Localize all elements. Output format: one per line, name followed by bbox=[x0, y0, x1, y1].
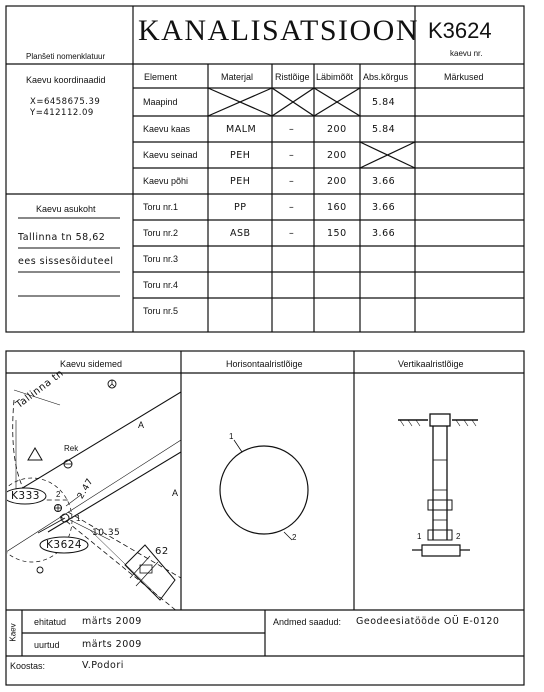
header-element: Element bbox=[144, 72, 178, 82]
header-diameter: Läbimõõt bbox=[316, 72, 354, 82]
location-title: Kaevu asukoht bbox=[36, 204, 96, 214]
row-height: 3.66 bbox=[372, 228, 396, 239]
location-line-2: ees sissesõiduteel bbox=[18, 256, 114, 267]
row-element: Maapind bbox=[143, 97, 178, 107]
hsection-label-1: 1 bbox=[229, 432, 234, 441]
row-height: 3.66 bbox=[372, 176, 396, 187]
row-element: Toru nr.1 bbox=[143, 202, 179, 212]
vsection-label-1: 1 bbox=[417, 532, 422, 541]
built-value: märts 2009 bbox=[82, 616, 142, 627]
row-element: Toru nr.4 bbox=[143, 280, 179, 290]
coordinate-x: X=6458675.39 bbox=[30, 97, 101, 107]
row-material: MALM bbox=[226, 124, 257, 135]
row-ristloige: – bbox=[289, 124, 295, 135]
map-distance-2: 10.35 bbox=[92, 528, 121, 538]
row-diameter: 200 bbox=[327, 176, 347, 187]
row-element: Toru nr.2 bbox=[143, 228, 179, 238]
header-notes: Märkused bbox=[444, 72, 484, 82]
built-label: ehitatud bbox=[34, 617, 67, 627]
row-material: PEH bbox=[230, 150, 251, 161]
row-height: 5.84 bbox=[372, 97, 396, 108]
map-label-a1: A bbox=[138, 420, 145, 430]
header-height: Abs.kõrgus bbox=[363, 72, 409, 82]
vsection-label-2: 2 bbox=[456, 532, 461, 541]
location-line-1: Tallinna tn 58,62 bbox=[18, 232, 106, 243]
author-label: Koostas: bbox=[10, 661, 46, 671]
row-diameter: 200 bbox=[327, 124, 347, 135]
section-title-horizontal: Horisontaalristlõige bbox=[226, 359, 303, 369]
map-k333-label: K333 bbox=[11, 490, 40, 502]
map-distance-1: 2.47 bbox=[76, 476, 96, 501]
map-node-2: 2 bbox=[56, 490, 61, 499]
row-material: PP bbox=[234, 202, 247, 213]
row-element: Kaevu seinad bbox=[143, 150, 198, 160]
header-material: Materjal bbox=[221, 72, 254, 82]
data-source-label: Andmed saadud: bbox=[273, 617, 342, 627]
section-title-vertical: Vertikaalristlõige bbox=[398, 359, 464, 369]
data-source-value: Geodeesiatööde OÜ E-0120 bbox=[356, 616, 500, 627]
map-rek-label: Rek bbox=[64, 444, 79, 453]
row-element: Toru nr.3 bbox=[143, 254, 179, 264]
row-height: 5.84 bbox=[372, 124, 396, 135]
measured-label: uurtud bbox=[34, 640, 60, 650]
coordinate-y: Y=412112.09 bbox=[30, 108, 94, 118]
footer-vertical-label: Kaev bbox=[8, 623, 18, 642]
row-ristloige: – bbox=[289, 150, 295, 161]
map-number-62: 62 bbox=[155, 546, 169, 557]
map-street-label: Tallinna tn bbox=[14, 367, 66, 411]
nomenclature-label: Planšeti nomenklatuur bbox=[26, 52, 106, 61]
row-height: 3.66 bbox=[372, 202, 396, 213]
row-material: ASB bbox=[230, 228, 251, 239]
map-node-1: 1 bbox=[76, 514, 81, 523]
row-diameter: 200 bbox=[327, 150, 347, 161]
row-element: Toru nr.5 bbox=[143, 306, 179, 316]
row-element: Kaevu põhi bbox=[143, 176, 189, 186]
measured-value: märts 2009 bbox=[82, 639, 142, 650]
section-title-links: Kaevu sidemed bbox=[60, 359, 123, 369]
author-value: V.Podori bbox=[82, 660, 124, 671]
coordinates-title: Kaevu koordinaadid bbox=[26, 75, 106, 85]
row-ristloige: – bbox=[289, 202, 295, 213]
well-number: K3624 bbox=[428, 18, 492, 43]
row-element: Kaevu kaas bbox=[143, 124, 191, 134]
header-ristloige: Ristlõige bbox=[275, 72, 310, 82]
row-material: PEH bbox=[230, 176, 251, 187]
hsection-label-2: 2 bbox=[292, 533, 297, 542]
well-number-label: kaevu nr. bbox=[450, 49, 483, 58]
row-ristloige: – bbox=[289, 228, 295, 239]
map-label-a2: A bbox=[172, 488, 179, 498]
row-diameter: 160 bbox=[327, 202, 347, 213]
document-title: KANALISATSIOON bbox=[138, 14, 419, 47]
map-k3624-label: K3624 bbox=[46, 539, 83, 551]
row-ristloige: – bbox=[289, 176, 295, 187]
row-diameter: 150 bbox=[327, 228, 347, 239]
